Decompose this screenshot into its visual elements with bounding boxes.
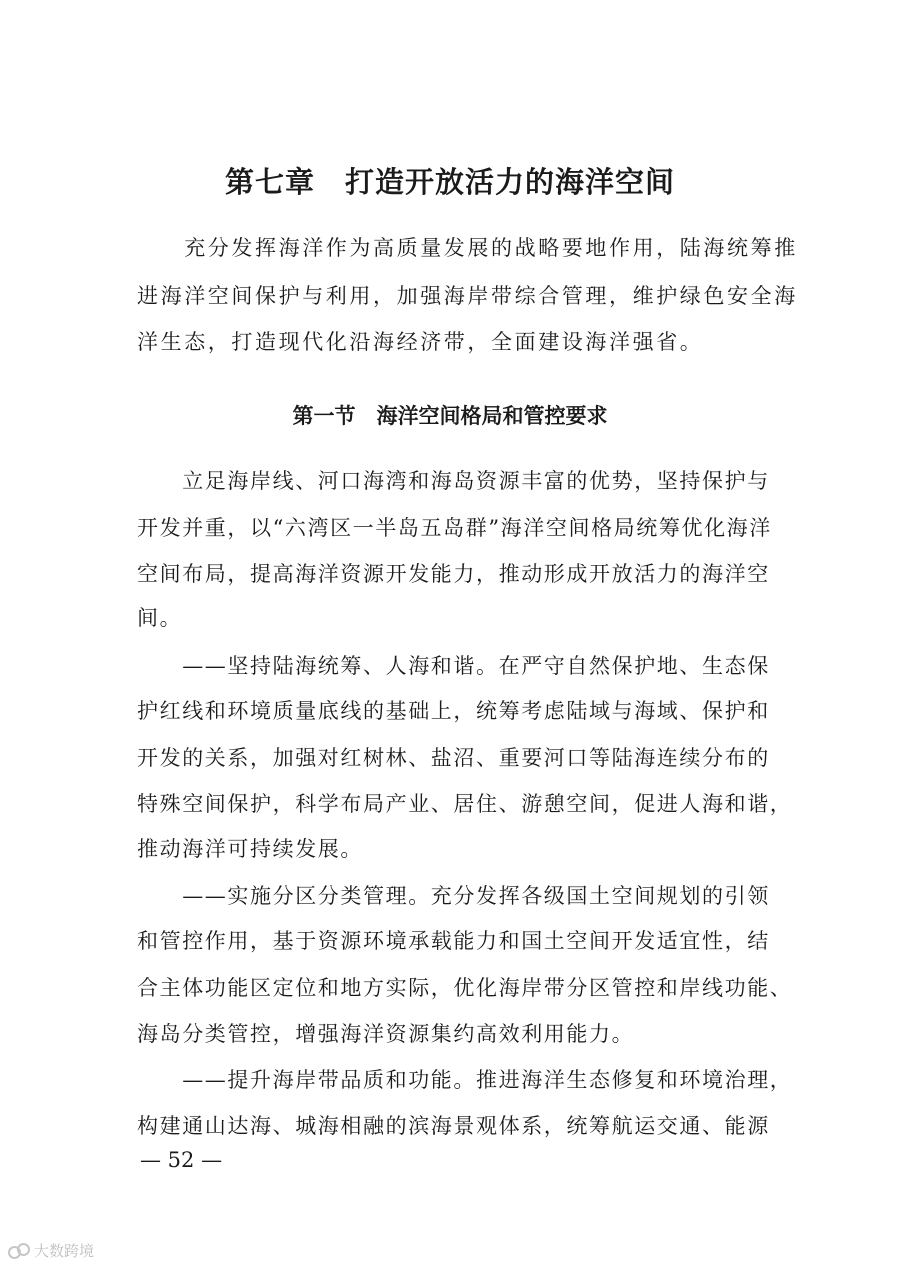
body-line: 立足海岸线、河口海湾和海岛资源丰富的优势，坚持保护与: [137, 469, 770, 493]
body-line: 合主体功能区定位和地方实际，优化海岸带分区管控和岸线功能、: [137, 976, 793, 1000]
body-line: 特殊空间保护，科学布局产业、居住、游憩空间，促进人海和谐，: [137, 792, 793, 816]
body-line: 海岛分类管控，增强海洋资源集约高效利用能力。: [137, 1022, 635, 1046]
body-line: ——实施分区分类管理。充分发挥各级国土空间规划的引领: [137, 884, 770, 908]
watermark-text: 大数跨境: [34, 1242, 95, 1260]
body-line: 护红线和环境质量底线的基础上，统筹考虑陆域与海域、保护和: [137, 699, 770, 723]
watermark: [8, 1240, 94, 1261]
body-line: 空间布局，提高海洋资源开发能力，推动形成开放活力的海洋空: [137, 562, 770, 586]
body-line: 构建通山达海、城海相融的滨海景观体系，统筹航运交通、能源: [137, 1114, 770, 1138]
intro-line: 洋生态，打造现代化沿海经济带，全面建设海洋强省。: [137, 330, 704, 354]
intro-line: 进海洋空间保护与利用，加强海岸带综合管理，维护绿色安全海: [137, 284, 798, 308]
intro-line: 充分发挥海洋作为高质量发展的战略要地作用，陆海统筹推: [137, 236, 798, 260]
section-title: 第一节 海洋空间格局和管控要求: [292, 404, 608, 428]
body-line: ——提升海岸带品质和功能。推进海洋生态修复和环境治理，: [137, 1068, 793, 1092]
chapter-title: 第七章 打造开放活力的海洋空间: [224, 165, 675, 199]
body-line: 推动海洋可持续发展。: [137, 837, 363, 861]
body-line: 开发并重，以“六湾区一半岛五岛群”海洋空间格局统筹优化海洋: [137, 516, 772, 540]
watermark-logo-icon: [8, 1243, 30, 1259]
body-line: 开发的关系，加强对红树林、盐沼、重要河口等陆海连续分布的: [137, 746, 770, 770]
body-line: ——坚持陆海统筹、人海和谐。在严守自然保护地、生态保: [137, 654, 770, 678]
body-line: 间。: [137, 606, 183, 630]
page-number: — 52 —: [140, 1148, 223, 1172]
body-line: 和管控作用，基于资源环境承载能力和国土空间开发适宜性，结: [137, 929, 770, 953]
